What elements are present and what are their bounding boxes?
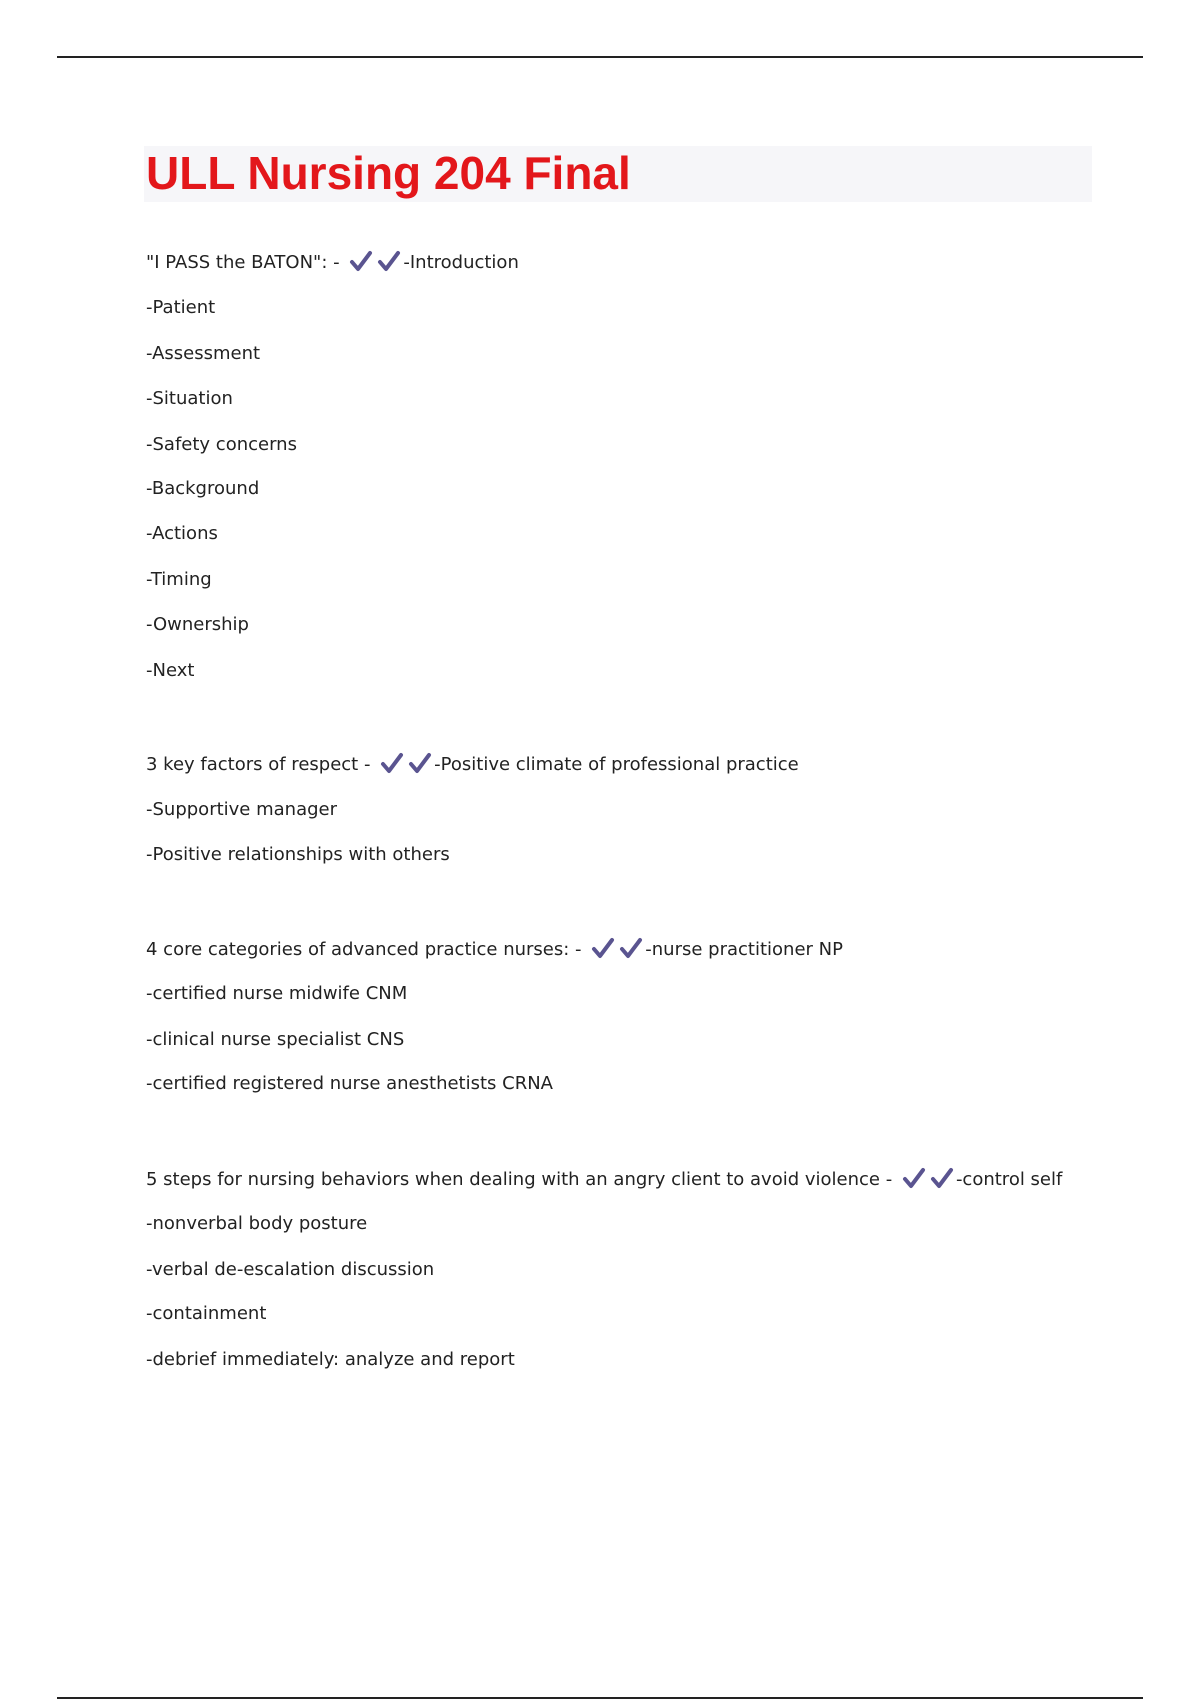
card-1-answer-line: -Timing: [146, 569, 212, 590]
card-1-answer-line: -Patient: [146, 297, 216, 318]
check-icon: [377, 250, 401, 272]
card-2-answer-line: -Supportive manager: [146, 799, 338, 820]
card-4-answer-line: -debrief immediately: analyze and report: [146, 1349, 515, 1370]
card-2-answer-line: -Positive relationships with others: [146, 844, 450, 865]
card-1-answer-line: -Actions: [146, 523, 218, 544]
check-icon: [380, 752, 404, 774]
card-3-term: 4 core categories of advanced practice nurses: -: [146, 939, 582, 960]
card-1-answer-line: -Ownership: [146, 614, 249, 635]
card-4-answer-line: -verbal de-escalation discussion: [146, 1259, 435, 1280]
card-1-answer-first: -Introduction: [403, 252, 519, 273]
bottom-rule: [57, 1697, 1143, 1699]
document-title: ULL Nursing 204 Final: [146, 147, 631, 199]
card-4-answer-line: -containment: [146, 1303, 267, 1324]
card-2-term: 3 key factors of respect -: [146, 754, 371, 775]
card-1-question: [146, 250, 519, 275]
check-icon: [902, 1167, 926, 1189]
card-1-answer-line: -Situation: [146, 388, 233, 409]
check-icon: [591, 937, 615, 959]
card-3-answer-first: -nurse practitioner NP: [645, 939, 843, 960]
card-4-answer-first: -control self: [955, 1169, 1063, 1190]
card-1-term: "I PASS the BATON": -: [146, 252, 340, 273]
card-1-answer-line: -Background: [146, 478, 260, 499]
check-icon: [349, 250, 373, 272]
card-2-question: [146, 752, 799, 777]
card-3-answer-line: -certified registered nurse anesthetists CRNA: [146, 1073, 553, 1094]
check-icon: [619, 937, 643, 959]
card-3-question: [146, 937, 843, 962]
card-3-answer-line: -clinical nurse specialist CNS: [146, 1029, 405, 1050]
card-2-answer-first: -Positive climate of professional practice: [434, 754, 799, 775]
card-1-answer-line: -Next: [146, 660, 195, 681]
top-rule: [57, 56, 1143, 58]
card-3-answer-line: -certified nurse midwife CNM: [146, 983, 408, 1004]
card-4-question: [146, 1167, 1062, 1192]
card-4-answer-line: -nonverbal body posture: [146, 1213, 368, 1234]
card-1-answer-line: -Safety concerns: [146, 434, 297, 455]
check-icon: [408, 752, 432, 774]
check-icon: [930, 1167, 954, 1189]
card-1-answer-line: -Assessment: [146, 343, 261, 364]
card-4-term: 5 steps for nursing behaviors when dealing with an angry client to avoid violence -: [146, 1169, 893, 1190]
